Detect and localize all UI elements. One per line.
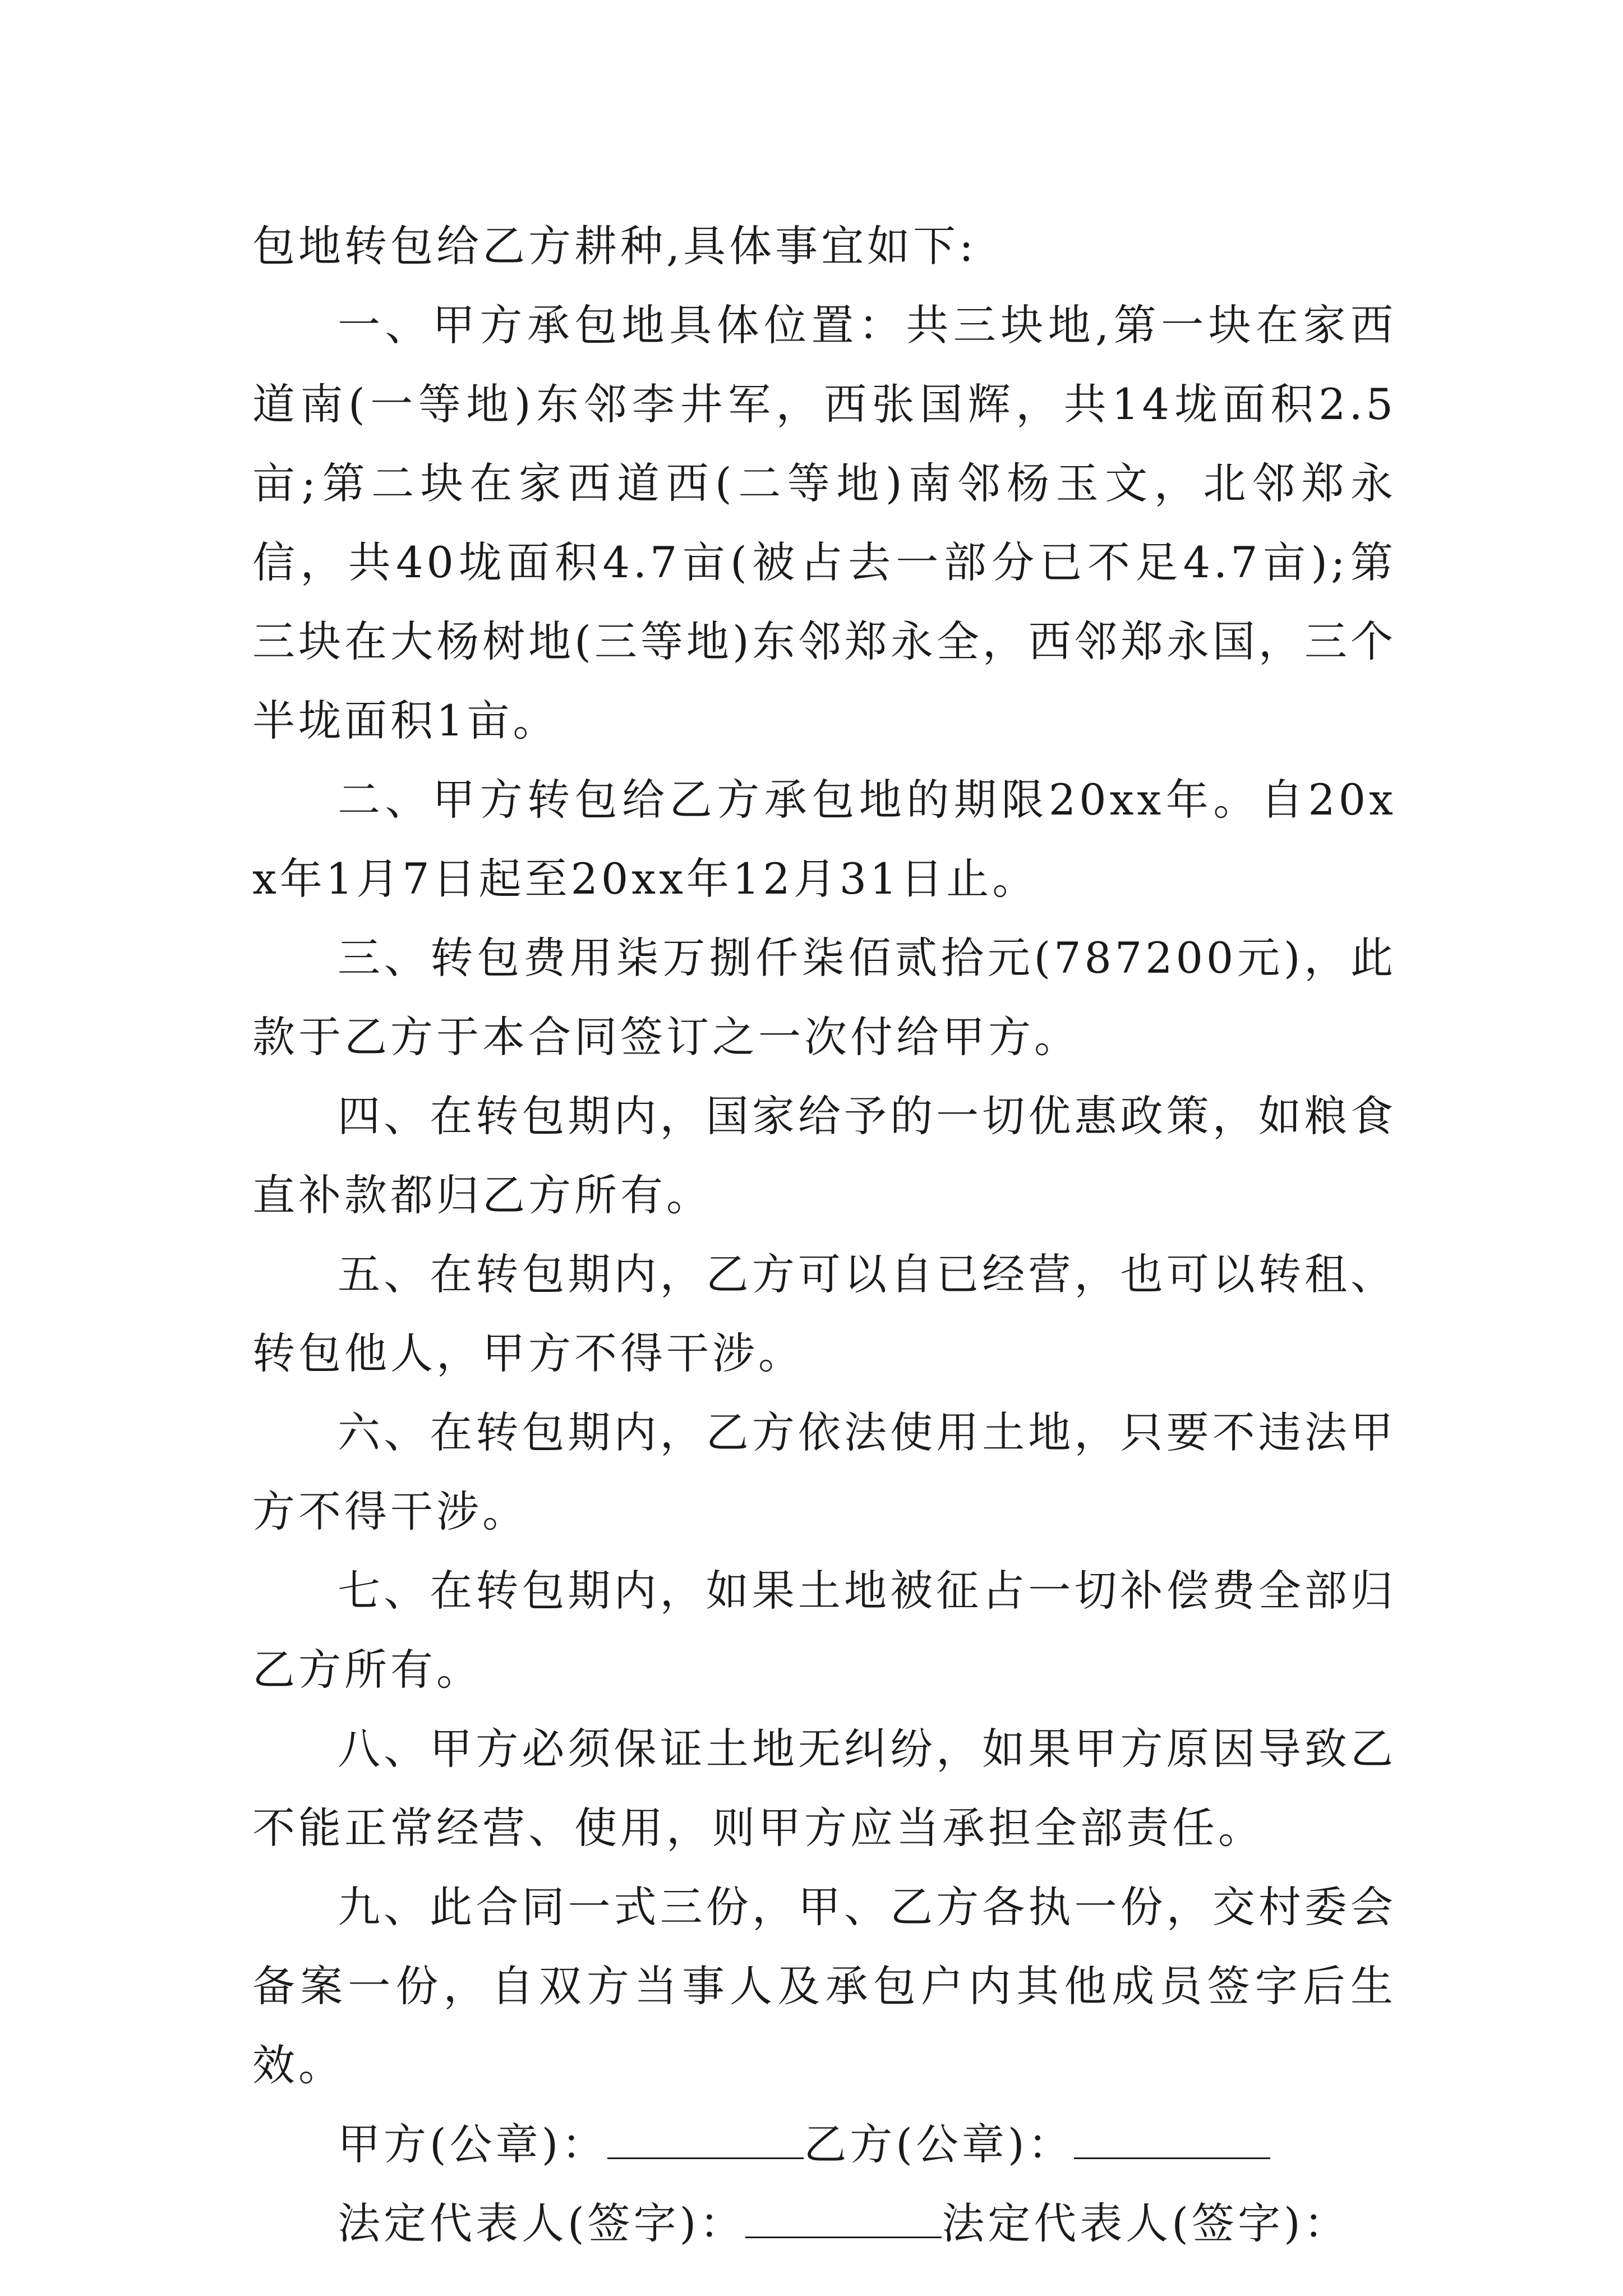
paragraph-clause-3: 三、转包费用柒万捌仟柒佰贰拾元(787200元)，此款于乙方于本合同签订之一次付给甲方。 <box>252 933 1396 1062</box>
paragraph-intro: 包地转包给乙方耕种,具体事宜如下: <box>252 221 977 271</box>
paragraph-clause-4: 四、在转包期内，国家给予的一切优惠政策，如粮食直补款都归乙方所有。 <box>252 1091 1396 1220</box>
paragraph-clause-1: 一、甲方承包地具体位置：共三块地,第一块在家西道南(一等地)东邻李井军，西张国辉，共14垅面积2.5亩;第二块在家西道西(二等地)南邻杨玉文，北邻郑永信，共40垅面积4.7亩(被占去一部分已不足4.7亩);第三块在大杨树地(三等地)东邻郑永全，西邻郑永国，三个半垅面积1亩。 <box>252 300 1396 746</box>
party-b-seal-label: 乙方(公章)： <box>804 2119 1074 2169</box>
seal-signature-line <box>252 2105 1396 2184</box>
party-a-seal-label: 甲方(公章)： <box>338 2119 608 2169</box>
paragraph-clause-9: 九、此合同一式三份，甲、乙方各执一份，交村委会备案一份，自双方当事人及承包户内其他成员签字后生效。 <box>252 1882 1396 2090</box>
paragraph-clause-5: 五、在转包期内，乙方可以自已经营，也可以转租、转包他人，甲方不得干涉。 <box>252 1249 1396 1378</box>
party-b-seal-blank <box>1074 2124 1270 2159</box>
party-a-seal-blank <box>607 2124 804 2159</box>
legal-rep-a-blank <box>745 2203 942 2238</box>
paragraph-clause-8: 八、甲方必须保证土地无纠纷，如果甲方原因导致乙不能正常经营、使用，则甲方应当承担全部责任。 <box>252 1724 1396 1853</box>
legal-rep-signature-line <box>252 2184 1396 2263</box>
document-page <box>252 206 1396 2263</box>
legal-rep-b-label: 法定代表人(签字)： <box>942 2198 1350 2248</box>
paragraph-clause-6: 六、在转包期内，乙方依法使用土地，只要不违法甲方不得干涉。 <box>252 1407 1396 1536</box>
paragraph-clause-7: 七、在转包期内，如果土地被征占一切补偿费全部归乙方所有。 <box>252 1566 1396 1695</box>
paragraph-clause-2: 二、甲方转包给乙方承包地的期限20xx年。自20xx年1月7日起至20xx年12月31日止。 <box>252 775 1396 904</box>
legal-rep-a-label: 法定代表人(签字)： <box>338 2198 746 2248</box>
